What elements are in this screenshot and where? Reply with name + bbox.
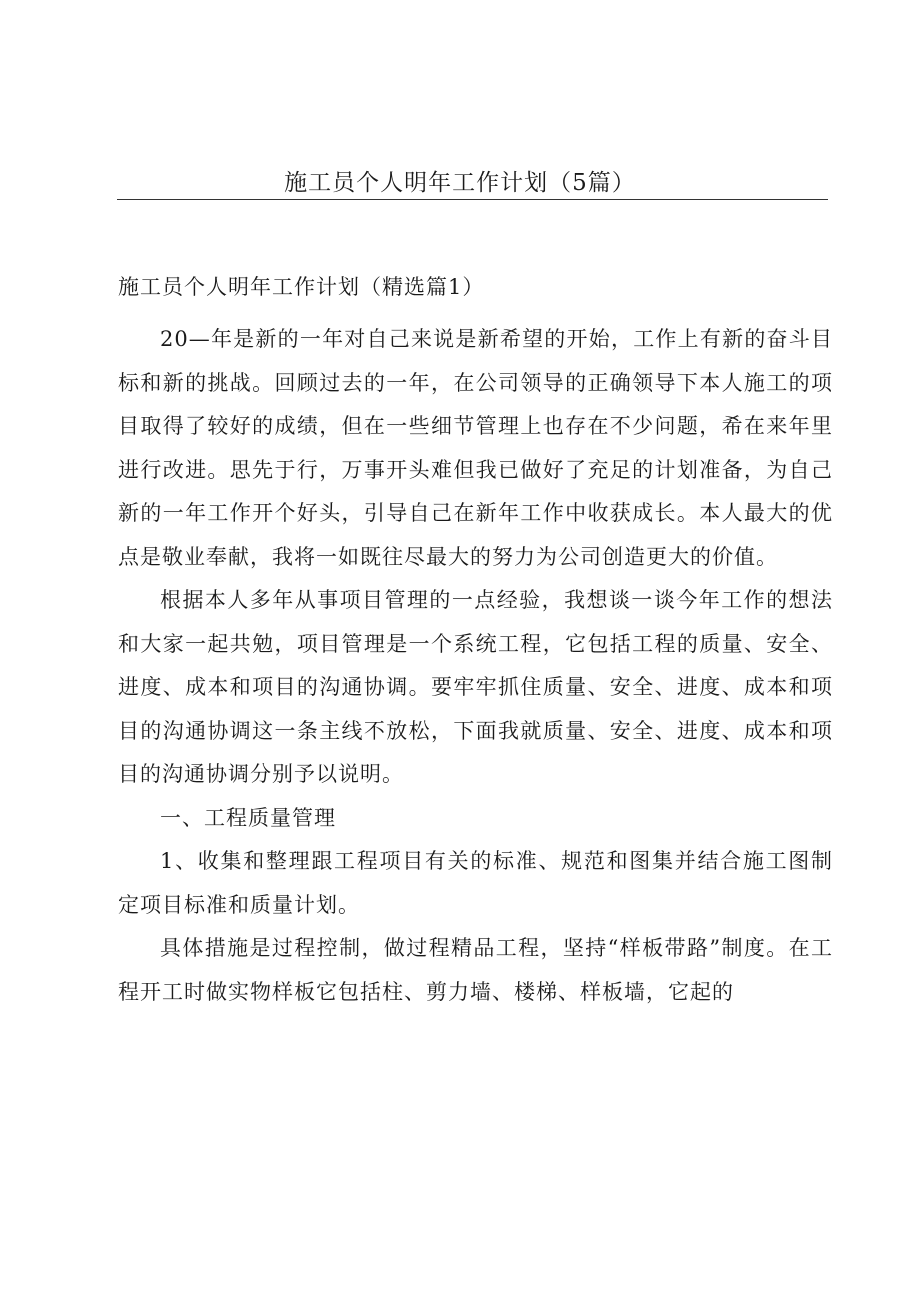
document-title: 施工员个人明年工作计划（5篇）	[284, 170, 636, 196]
title-underline	[117, 199, 828, 200]
document-body	[118, 318, 833, 1014]
section-heading: 施工员个人明年工作计划（精选篇1）	[118, 275, 485, 299]
paragraph: 具体措施是过程控制，做过程精品工程，坚持“样板带路”制度。在工程开工时做实物样板它包括柱、剪力墙、楼梯、样板墙，它起的	[118, 936, 833, 1004]
paragraph: 1、收集和整理跟工程项目有关的标准、规范和图集并结合施工图制定项目标准和质量计划。	[118, 849, 833, 917]
paragraph: 20—年是新的一年对自己来说是新希望的开始，工作上有新的奋斗目标和新的挑战。回顾过去的一年，在公司领导的正确领导下本人施工的项目取得了较好的成绩，但在一些细节管理上也存在不少问题，希在来年里进行改进。思先于行，万事开头难但我已做好了充足的计划准备，为自己新的一年工作开个好头，引导自己在新年工作中收获成长。本人最大的优点是敬业奉献，我将一如既往尽最大的努力为公司创造更大的价值。	[118, 327, 833, 569]
paragraph: 根据本人多年从事项目管理的一点经验，我想谈一谈今年工作的想法和大家一起共勉，项目管理是一个系统工程，它包括工程的质量、安全、进度、成本和项目的沟通协调。要牢牢抓住质量、安全、进度、成本和项目的沟通协调这一条主线不放松，下面我就质量、安全、进度、成本和项目的沟通协调分别予以说明。	[118, 588, 833, 786]
subheading: 一、工程质量管理	[160, 805, 336, 830]
